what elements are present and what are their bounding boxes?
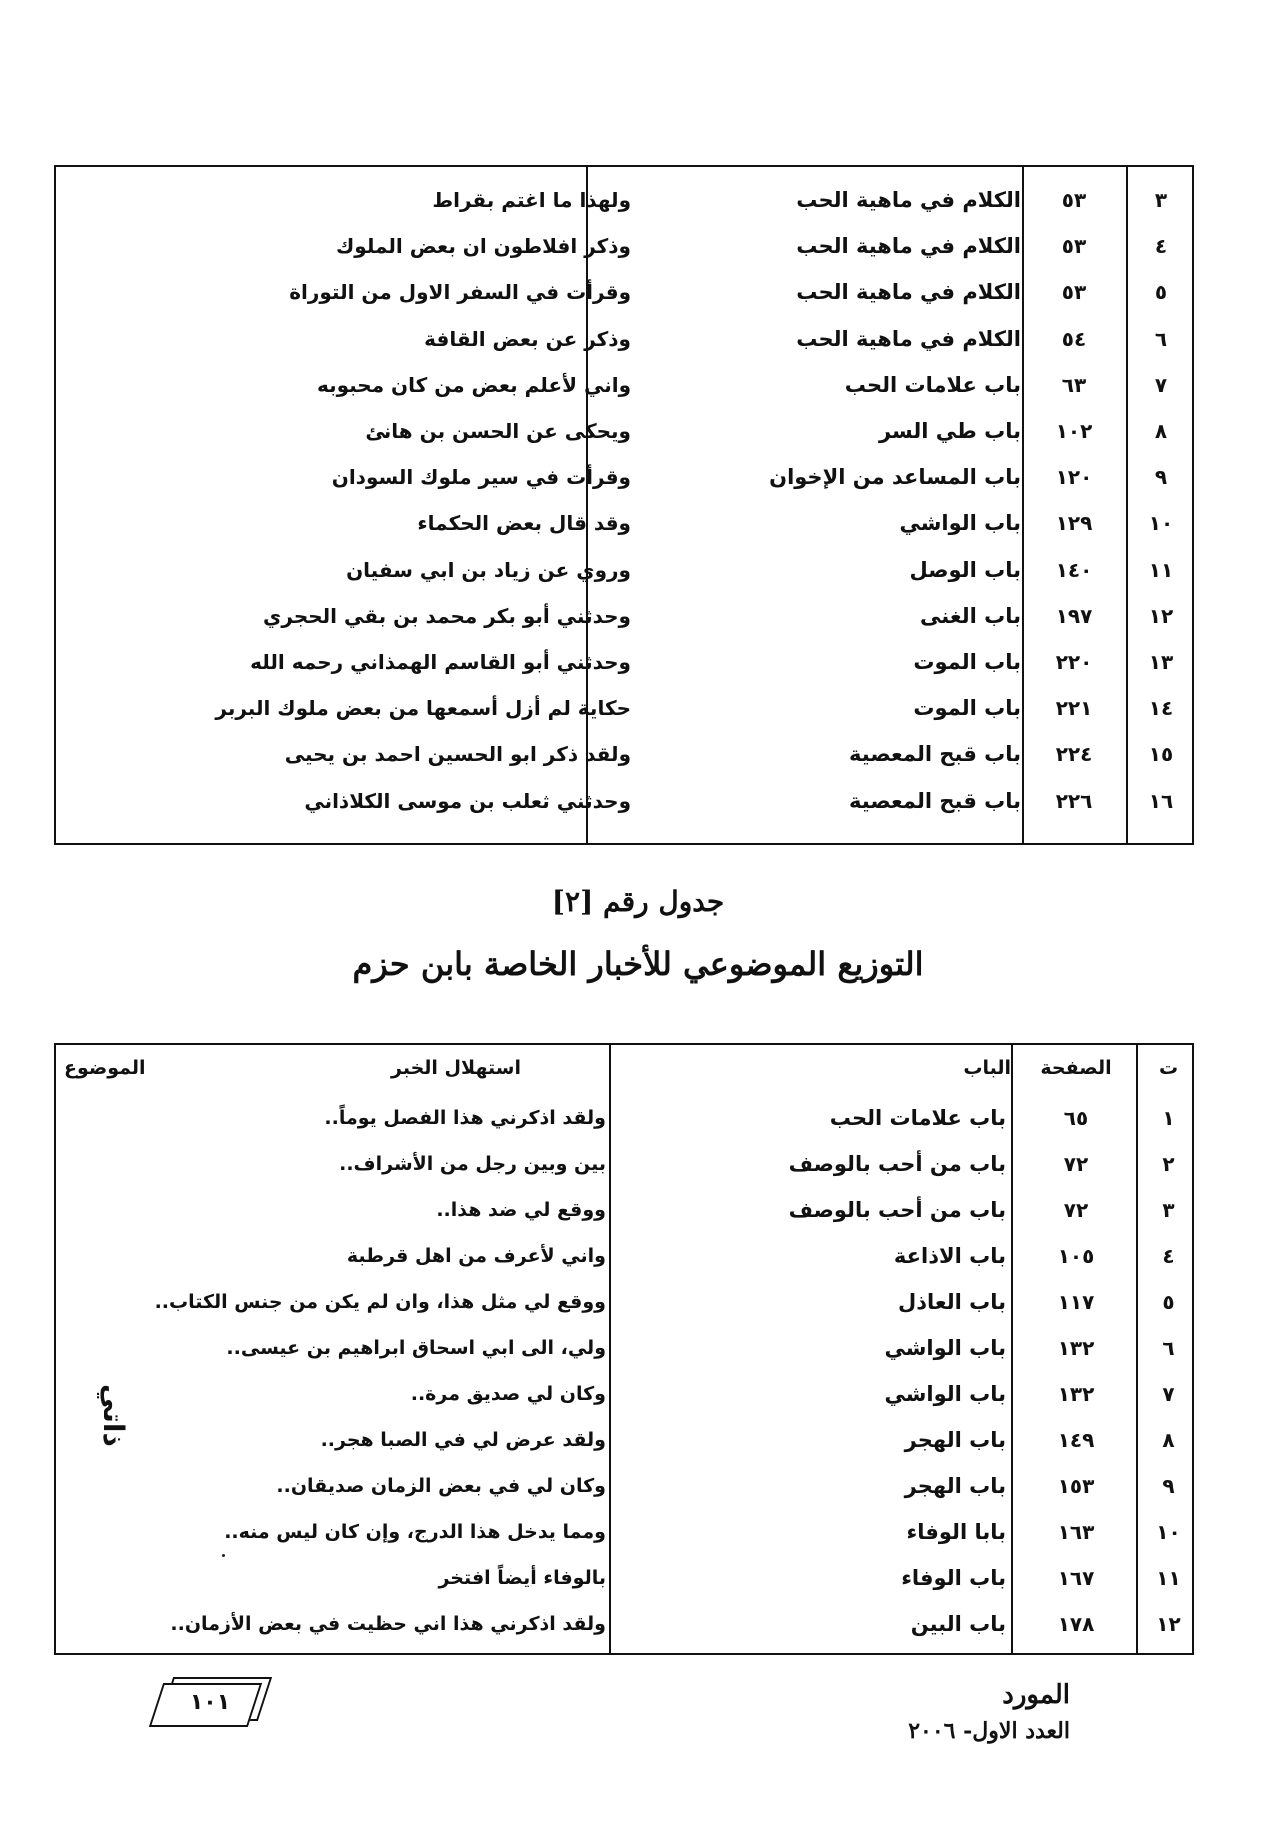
row-number: ١٠ xyxy=(1156,1520,1181,1544)
row-chapter: باب الموت xyxy=(913,696,1021,721)
row-number: ١٢ xyxy=(1148,603,1174,628)
row-opening: وقرأت في السفر الاول من التوراة xyxy=(289,280,631,305)
row-page: ١٢٩ xyxy=(1055,511,1093,536)
row-chapter: باب الوفاء xyxy=(901,1566,1006,1590)
row-chapter: باب الهجر xyxy=(904,1428,1006,1452)
row-page: ١٦٧ xyxy=(1057,1566,1095,1590)
row-number: ١ xyxy=(1162,1106,1175,1130)
row-chapter: باب الغنى xyxy=(920,603,1021,628)
table-2-title: التوزيع الموضوعي للأخبار الخاصة بابن حزم xyxy=(352,945,924,983)
table-row xyxy=(56,1601,1192,1647)
table-row xyxy=(56,1509,1192,1555)
row-opening: وكان لي في بعض الزمان صديقان.. xyxy=(276,1475,606,1497)
row-page: ٢٢٠ xyxy=(1055,650,1093,674)
row-opening: وحدثني ثعلب بن موسى الكلاذاني xyxy=(304,788,631,813)
row-number: ٦ xyxy=(1154,326,1168,351)
table-row xyxy=(56,408,1192,454)
row-opening: وقرأت في سير ملوك السودان xyxy=(331,465,631,490)
row-opening: ولقد اذكرني هذا الفصل يوماً.. xyxy=(324,1107,606,1129)
row-opening: ومما يدخل هذا الدرج، وإن كان ليس منه.. xyxy=(224,1521,606,1543)
row-opening: ولهذا ما اغتم بقراط xyxy=(432,188,631,212)
table-row xyxy=(56,1325,1192,1371)
row-page: ٢٢٦ xyxy=(1055,788,1093,813)
table-row xyxy=(56,1463,1192,1509)
topic-value: ذاتي xyxy=(97,1383,130,1447)
table-1 xyxy=(54,165,1194,845)
stray-dot xyxy=(222,1554,225,1557)
table-row xyxy=(56,269,1192,315)
row-chapter: الكلام في ماهية الحب xyxy=(796,234,1021,259)
row-chapter: بابا الوفاء xyxy=(906,1520,1006,1544)
row-opening: وروي عن زياد بن ابي سفيان xyxy=(346,557,631,582)
row-opening: واني لأعلم بعض من كان محبوبه xyxy=(316,372,631,397)
row-opening: وذكر افلاطون ان بعض الملوك xyxy=(335,234,631,259)
row-number: ١٦ xyxy=(1148,788,1174,813)
header-num: ت xyxy=(1158,1057,1179,1079)
row-number: ٤ xyxy=(1154,234,1168,259)
row-chapter: باب طي السر xyxy=(878,419,1021,443)
row-number: ٧ xyxy=(1162,1382,1175,1406)
row-number: ١٤ xyxy=(1148,696,1174,721)
table-row xyxy=(56,1141,1192,1187)
row-page: ٦٣ xyxy=(1061,372,1087,397)
row-chapter: باب علامات الحب xyxy=(829,1106,1006,1130)
row-page: ١١٧ xyxy=(1057,1290,1095,1314)
row-number: ١١ xyxy=(1156,1566,1181,1590)
row-page: ١٠٥ xyxy=(1057,1244,1095,1268)
row-number: ٩ xyxy=(1154,465,1168,490)
table-row xyxy=(56,1095,1192,1141)
header-bab: الباب xyxy=(963,1057,1011,1079)
journal-name: المورد xyxy=(1002,1680,1070,1710)
row-page: ٧٢ xyxy=(1063,1152,1089,1176)
row-number: ٢ xyxy=(1162,1152,1175,1176)
table-row xyxy=(56,1555,1192,1601)
row-chapter: باب قبح المعصية xyxy=(849,788,1021,813)
row-number: ٩ xyxy=(1162,1474,1175,1498)
row-chapter: باب الواشي xyxy=(884,1336,1006,1360)
row-number: ٧ xyxy=(1154,372,1168,397)
row-number: ١١ xyxy=(1148,557,1174,582)
row-page: ١٢٠ xyxy=(1055,465,1093,490)
row-opening: حكاية لم أزل أسمعها من بعض ملوك البربر xyxy=(215,696,631,721)
row-page: ٧٢ xyxy=(1063,1198,1089,1222)
row-page: ١٥٣ xyxy=(1057,1474,1095,1498)
table-row xyxy=(56,731,1192,777)
row-page: ١٧٨ xyxy=(1057,1612,1095,1636)
table-row xyxy=(56,1279,1192,1325)
table-row xyxy=(56,362,1192,408)
row-opening: ووقع لي ضد هذا.. xyxy=(436,1199,606,1221)
header-page: الصفحة xyxy=(1040,1057,1112,1079)
table-2-caption: جدول رقم [٢] xyxy=(551,885,725,918)
table-2 xyxy=(54,1043,1194,1655)
table-row xyxy=(56,316,1192,362)
row-number: ٣ xyxy=(1162,1198,1175,1222)
table-row xyxy=(56,177,1192,223)
row-page: ٥٣ xyxy=(1061,234,1087,259)
row-page: ٦٥ xyxy=(1063,1106,1089,1130)
row-chapter: باب من أحب بالوصف xyxy=(788,1152,1006,1176)
row-page: ١٠٢ xyxy=(1055,419,1093,443)
table-row xyxy=(56,454,1192,500)
table-row xyxy=(56,778,1192,824)
row-chapter: باب البين xyxy=(910,1612,1006,1636)
row-opening: وذكر عن بعض القافة xyxy=(424,326,631,351)
row-chapter: الكلام في ماهية الحب xyxy=(796,326,1021,351)
row-opening: واني لأعرف من اهل قرطبة xyxy=(346,1245,606,1267)
row-chapter: باب الهجر xyxy=(904,1474,1006,1498)
page-number: ١٠١ xyxy=(189,1690,231,1715)
row-number: ٦ xyxy=(1162,1336,1175,1360)
table-row xyxy=(56,685,1192,731)
row-number: ٥ xyxy=(1154,280,1168,305)
row-page: ٥٤ xyxy=(1061,326,1087,351)
row-chapter: باب من أحب بالوصف xyxy=(788,1198,1006,1222)
row-opening: ولقد اذكرني هذا اني حظيت في بعض الأزمان.. xyxy=(170,1613,606,1635)
row-opening: ولي، الى ابي اسحاق ابراهيم بن عيسى.. xyxy=(226,1337,606,1359)
row-opening: وحدثني أبو القاسم الهمذاني رحمه الله xyxy=(250,650,631,674)
row-chapter: باب الوصل xyxy=(909,557,1021,582)
row-number: ٨ xyxy=(1154,419,1168,443)
row-number: ٣ xyxy=(1154,188,1168,212)
row-page: ١٤٠ xyxy=(1055,557,1093,582)
row-opening: ولقد عرض لي في الصبا هجر.. xyxy=(320,1429,606,1451)
row-number: ٨ xyxy=(1162,1428,1175,1452)
row-opening: وحدثني أبو بكر محمد بن بقي الحجري xyxy=(263,603,631,628)
row-opening: ووقع لي مثل هذا، وان لم يكن من جنس الكتاب.. xyxy=(154,1291,606,1313)
table-row xyxy=(56,593,1192,639)
row-opening: وكان لي صديق مرة.. xyxy=(410,1383,606,1405)
row-chapter: باب الواشي xyxy=(884,1382,1006,1406)
table-row xyxy=(56,547,1192,593)
row-opening: بين وبين رجل من الأشراف.. xyxy=(339,1153,606,1175)
row-chapter: باب الاذاعة xyxy=(893,1244,1006,1268)
row-page: ٥٣ xyxy=(1061,280,1087,305)
row-opening: بالوفاء أيضاً افتخر xyxy=(438,1567,606,1589)
row-chapter: الكلام في ماهية الحب xyxy=(796,188,1021,212)
table-row xyxy=(56,223,1192,269)
row-opening: ولقد ذكر ابو الحسين احمد بن يحيى xyxy=(284,742,631,767)
row-number: ٤ xyxy=(1162,1244,1175,1268)
page-number-box xyxy=(156,1677,266,1723)
row-page: ١٣٢ xyxy=(1057,1382,1095,1406)
table-row xyxy=(56,1187,1192,1233)
table-row xyxy=(56,639,1192,685)
header-start: استهلال الخبر xyxy=(391,1057,521,1079)
row-page: ٥٣ xyxy=(1061,188,1087,212)
row-number: ١٢ xyxy=(1156,1612,1181,1636)
row-page: ١٤٩ xyxy=(1057,1428,1095,1452)
row-chapter: باب الموت xyxy=(913,650,1021,674)
row-chapter: باب قبح المعصية xyxy=(849,742,1021,767)
row-page: ٢٢١ xyxy=(1055,696,1093,721)
row-page: ٢٢٤ xyxy=(1055,742,1093,767)
row-chapter: باب علامات الحب xyxy=(844,372,1021,397)
row-chapter: باب الواشي xyxy=(899,511,1021,536)
row-page: ١٩٧ xyxy=(1055,603,1093,628)
row-number: ١٠ xyxy=(1148,511,1174,536)
table-row xyxy=(56,1233,1192,1279)
table-row xyxy=(56,500,1192,546)
table-row xyxy=(56,1417,1192,1463)
journal-issue: العدد الاول- ٢٠٠٦ xyxy=(908,1718,1070,1744)
row-number: ١٥ xyxy=(1148,742,1174,767)
row-number: ٥ xyxy=(1162,1290,1175,1314)
row-opening: وقد قال بعض الحكماء xyxy=(417,511,631,536)
row-number: ١٣ xyxy=(1148,650,1174,674)
row-opening: ويحكى عن الحسن بن هانئ xyxy=(365,419,631,443)
row-page: ١٦٣ xyxy=(1057,1520,1095,1544)
row-page: ١٣٢ xyxy=(1057,1336,1095,1360)
header-topic: الموضوع xyxy=(64,1057,146,1079)
row-chapter: باب المساعد من الإخوان xyxy=(769,465,1021,490)
row-chapter: الكلام في ماهية الحب xyxy=(796,280,1021,305)
row-chapter: باب العاذل xyxy=(897,1290,1006,1314)
table-row xyxy=(56,1371,1192,1417)
